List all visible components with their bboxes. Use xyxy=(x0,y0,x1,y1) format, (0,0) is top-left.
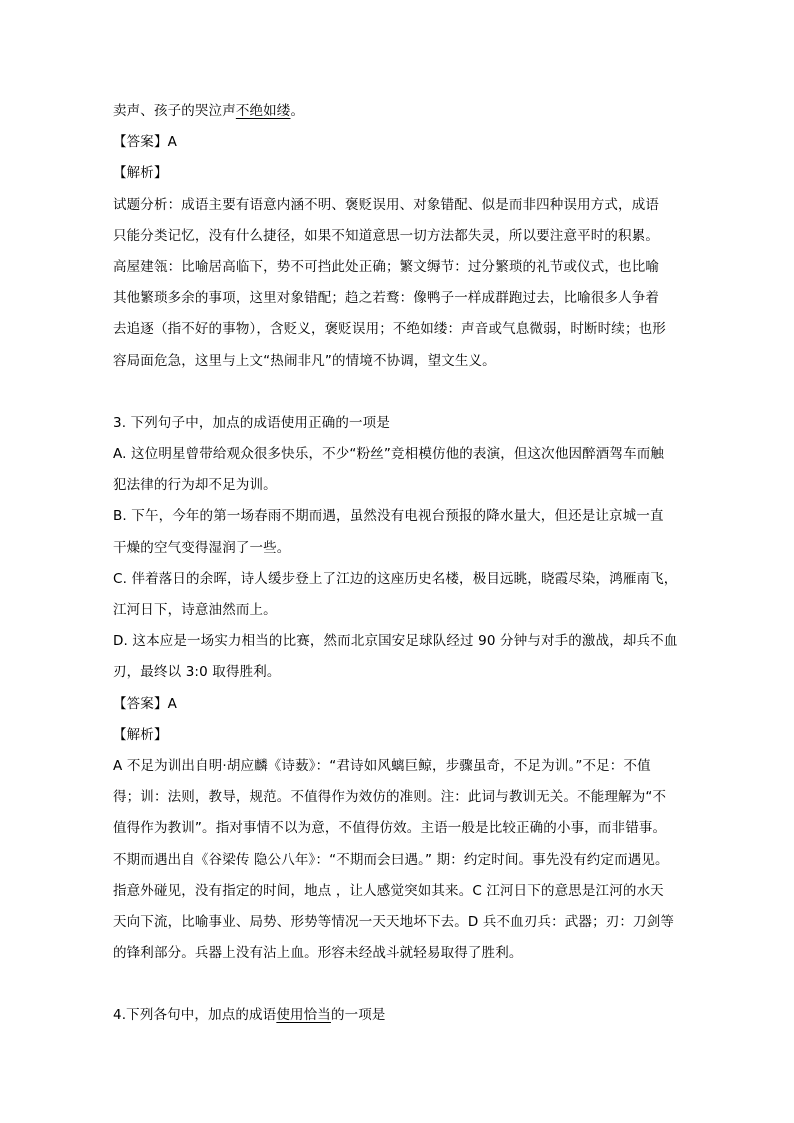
text-line: 卖声、孩子的哭泣声不绝如缕。 xyxy=(113,103,305,119)
option-line: 干燥的空气变得湿润了一些。 xyxy=(113,539,291,556)
option-line: 犯法律的行为却不足为训。 xyxy=(113,477,277,494)
analysis-line: 不期而遇出自《谷梁传 隐公八年》：“不期而会曰遇。” 期：约定时间。事先没有约定而遇见。 xyxy=(113,851,669,868)
analysis-label: 【解析】 xyxy=(113,165,168,182)
option-line: D. 这本应是一场实力相当的比赛，然而北京国安足球队经过 90 分钟与对手的激战，却兵不血 xyxy=(113,633,678,650)
option-line: B. 下午，今年的第一场春雨不期而遇，虽然没有电视台预报的降水量大，但还是让京城一直 xyxy=(113,508,664,525)
analysis-line: A 不足为训出自明·胡应麟《诗薮》：“君诗如风螭巨鲸，步骤虽奇，不足为训。”不足：不值 xyxy=(113,757,651,774)
analysis-line: 试题分析：成语主要有语意内涵不明、褒贬误用、对象错配、似是而非四种误用方式，成语 xyxy=(113,196,659,213)
question-3-title: 3. 下列句子中，加点的成语使用正确的一项是 xyxy=(113,414,390,431)
analysis-line: 得；训：法则，教导，规范。不值得作为效仿的准则。注：此词与教训无关。不能理解为“不 xyxy=(113,789,667,806)
analysis-line: 高屋建瓴：比喻居高临下，势不可挡此处正确；繁文缛节：过分繁琐的礼节或仪式，也比喻 xyxy=(113,258,659,275)
option-line: A. 这位明星曾带给观众很多快乐，不少“粉丝”竞相模仿他的表演，但这次他因醉酒驾车而触 xyxy=(113,446,665,463)
document-page xyxy=(113,96,688,1032)
analysis-line: 只能分类记忆，没有什么捷径，如果不知道意思一切方法都失灵，所以要注意平时的积累。 xyxy=(113,227,659,244)
analysis-line: 容局面危急，这里与上文“热闹非凡”的情境不协调，望文生义。 xyxy=(113,352,496,369)
answer-label: 【答案】A xyxy=(113,695,177,712)
option-line: 刃，最终以 3:0 取得胜利。 xyxy=(113,664,281,681)
analysis-line: 的锋利部分。兵器上没有沾上血。形容未经战斗就轻易取得了胜利。 xyxy=(113,945,523,962)
analysis-line: 值得作为教训”。指对事情不以为意，不值得仿效。主语一般是比较正确的小事，而非错事。 xyxy=(113,820,667,837)
analysis-line: 指意外碰见，没有指定的时间，地点 ，让人感觉突如其来。C 江河日下的意思是江河的水天 xyxy=(113,882,664,899)
spacer xyxy=(113,377,688,408)
question-4-title: 4.下列各句中，加点的成语使用恰当的一项是 xyxy=(113,1007,386,1024)
analysis-line: 去追逐（指不好的事物），含贬义，褒贬误用；不绝如缕：声音或气息微弱，时断时续；也形 xyxy=(113,321,666,338)
underlined-idiom: 不绝如缕 xyxy=(235,103,291,119)
analysis-line: 其他繁琐多余的事项，这里对象错配；趋之若鹜：像鸭子一样成群跑过去，比喻很多人争着 xyxy=(113,290,659,307)
option-line: C. 伴着落日的余晖，诗人缓步登上了江边的这座历史名楼，极目远眺，晓霞尽染，鸿雁南飞， xyxy=(113,570,678,587)
spacer xyxy=(113,969,688,1000)
underlined-phrase: 使用恰当 xyxy=(276,1007,331,1024)
analysis-line: 天向下流，比喻事业、局势、形势等情况一天天地坏下去。D 兵不血刃兵：武器；刃：刀剑等 xyxy=(113,913,674,930)
analysis-label: 【解析】 xyxy=(113,726,168,743)
answer-label: 【答案】A xyxy=(113,134,177,151)
option-line: 江河日下，诗意油然而上。 xyxy=(113,602,277,618)
